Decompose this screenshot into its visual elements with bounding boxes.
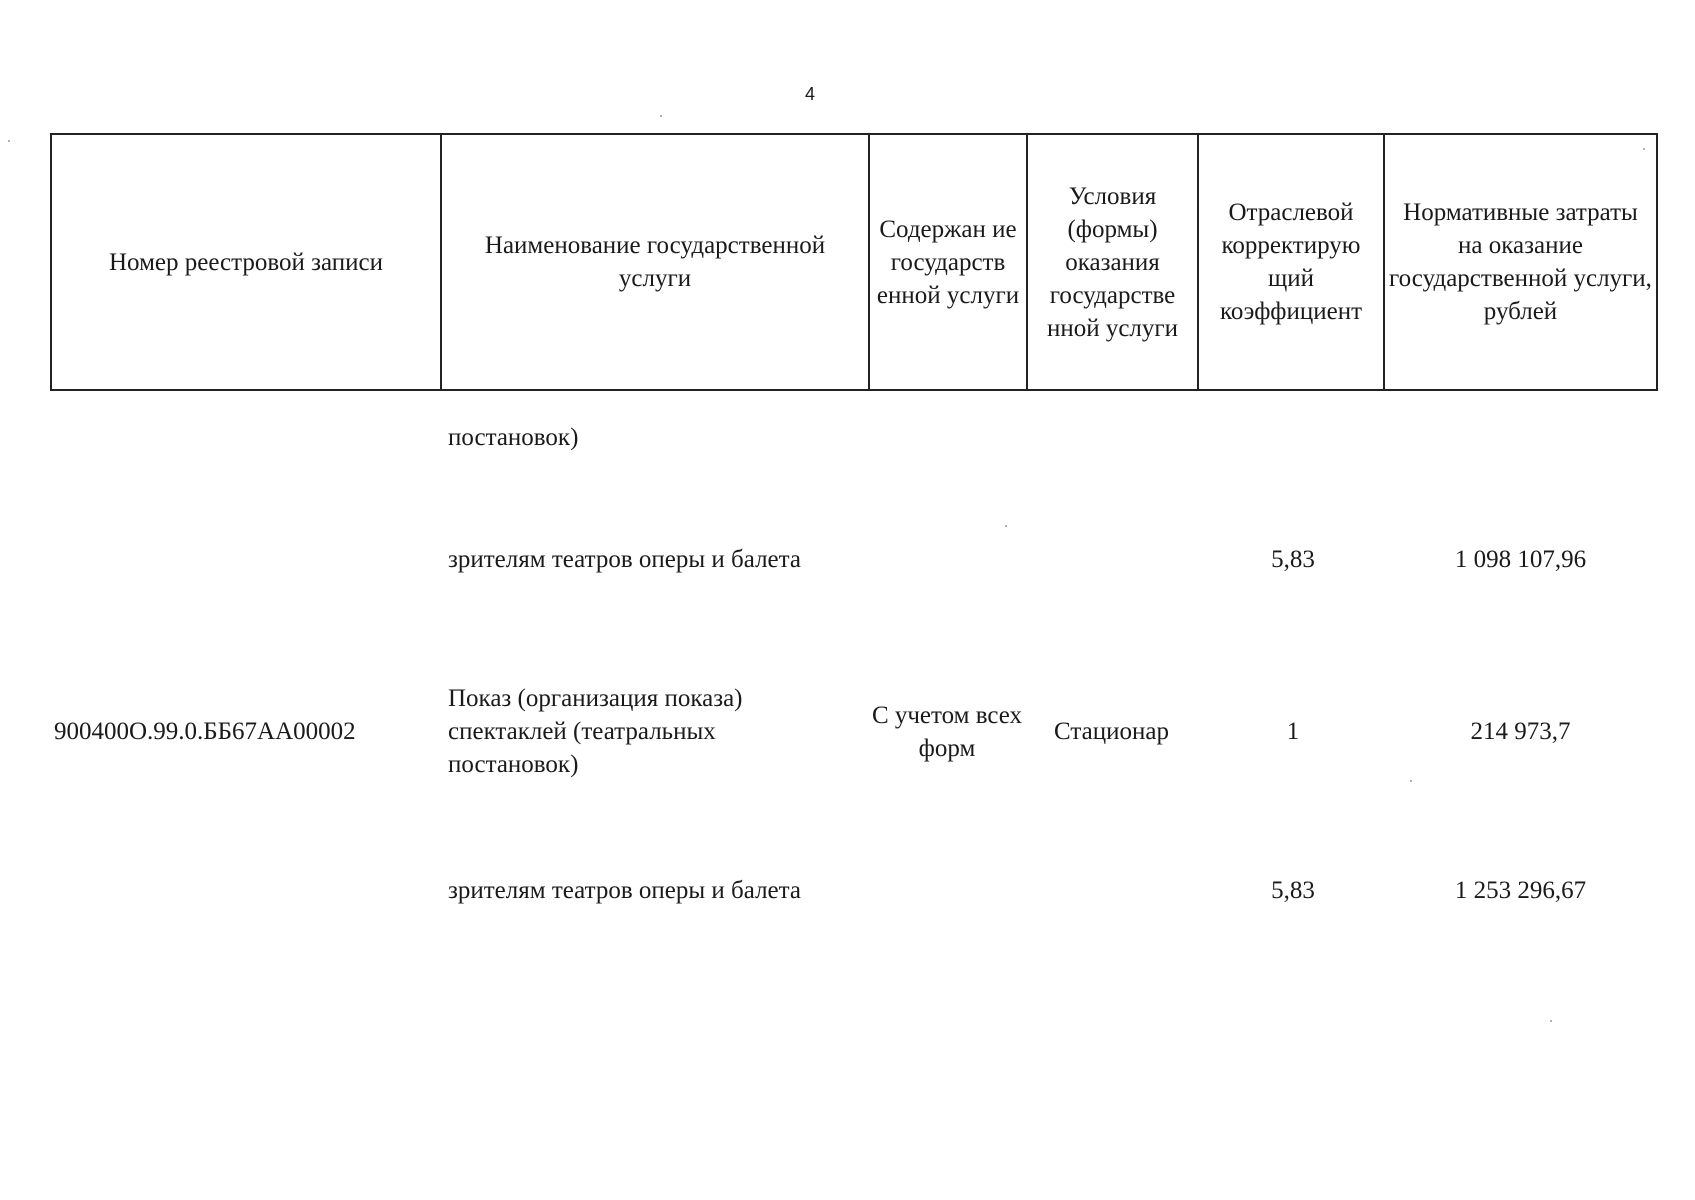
row-4-service-name: зрителям театров оперы и балета <box>448 877 801 904</box>
row-3-service-content: С учетом всех форм <box>871 702 1023 762</box>
scan-speck <box>1643 148 1645 150</box>
header-service-content: Содержан ие государств енной услуги <box>869 134 1027 390</box>
scan-speck <box>1410 780 1412 782</box>
row-3-service-conditions: Стационар <box>1054 718 1169 745</box>
row-3-service-name: Показ (организация показа) спектаклей (театральных постановок) <box>448 685 743 778</box>
row-2-normative-costs: 1 098 107,96 <box>1454 546 1587 573</box>
row-1-service-name: постановок) <box>448 424 579 451</box>
header-row <box>51 134 1657 390</box>
header-industry-coefficient: Отраслевой корректирую щий коэффициент <box>1198 134 1384 390</box>
header-normative-costs: Нормативные затраты на оказание государственной услуги, рублей <box>1384 134 1657 390</box>
row-2-industry-coefficient: 5,83 <box>1271 546 1315 573</box>
row-3-normative-costs: 214 973,7 <box>1470 718 1571 745</box>
row-2-service-name: зрителям театров оперы и балета <box>448 546 801 573</box>
scan-speck <box>1005 525 1007 527</box>
scan-speck <box>8 140 10 142</box>
scan-speck <box>1550 1020 1552 1022</box>
page-number: 4 <box>804 84 815 104</box>
scan-speck <box>660 115 662 117</box>
row-4-normative-costs: 1 253 296,67 <box>1454 877 1587 904</box>
row-4-industry-coefficient: 5,83 <box>1271 877 1315 904</box>
row-3-industry-coefficient: 1 <box>1286 718 1300 745</box>
header-service-name: Наименование государственной услуги <box>441 134 869 390</box>
row-3-registry-number: 900400О.99.0.ББ67АА00002 <box>54 718 356 745</box>
header-service-conditions: Условия (формы) оказания государстве нной услуги <box>1027 134 1198 390</box>
table-header <box>50 133 1658 391</box>
header-registry-number: Номер реестровой записи <box>51 134 441 390</box>
